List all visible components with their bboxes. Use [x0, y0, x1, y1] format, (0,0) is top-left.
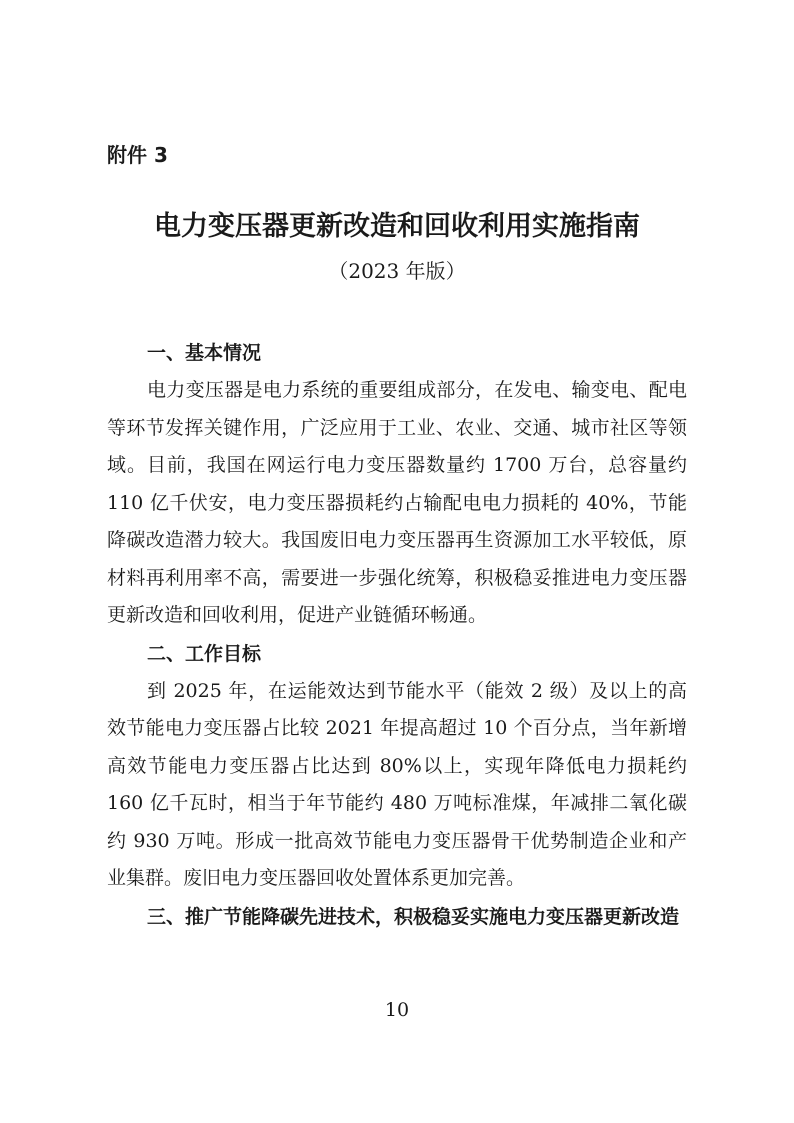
document-subtitle: （2023 年版） [328, 259, 466, 283]
section-heading-promote-technology: 三、推广节能降碳先进技术，积极稳妥实施电力变压器更新改造 [147, 905, 680, 928]
page-number: 10 [384, 999, 410, 1021]
document-title: 电力变压器更新改造和回收利用实施指南 [154, 211, 640, 242]
section-paragraph-basic-situation: 电力变压器是电力系统的重要组成部分，在发电、输变电、配电等环节发挥关键作用，广泛应用于工业、农业、交通、城市社区等领域。目前，我国在网运行电力变压器数量约 1700 万台，总容量约 110 亿千伏安，电力变压器损耗约占输配电电力损耗的 40%，节能降碳改造潜力较大。我国废旧电力变压器再生资源加工水平较低，原材料再利用率不高，需要进一步强化统筹，积极稳妥推进电力变压器更新改造和回收利用，促进产业链循环畅通。 [107, 379, 687, 626]
section-heading-basic-situation: 一、基本情况 [147, 342, 262, 364]
attachment-label: 附件 3 [107, 143, 168, 167]
section-paragraph-work-goals: 到 2025 年，在运能效达到节能水平（能效 2 级）及以上的高效节能电力变压器占比较 2021 年提高超过 10 个百分点，当年新增高效节能电力变压器占比达到 80%以上，实现年降低电力损耗约 160 亿千瓦时，相当于年节能约 480 万吨标准煤，年减排二氧化碳约 930 万吨。形成一批高效节能电力变压器骨干优势制造企业和产业集群。废旧电力变压器回收处置体系更加完善。 [107, 679, 687, 889]
document-body [107, 334, 687, 936]
section-heading-work-goals: 二、工作目标 [147, 642, 262, 665]
